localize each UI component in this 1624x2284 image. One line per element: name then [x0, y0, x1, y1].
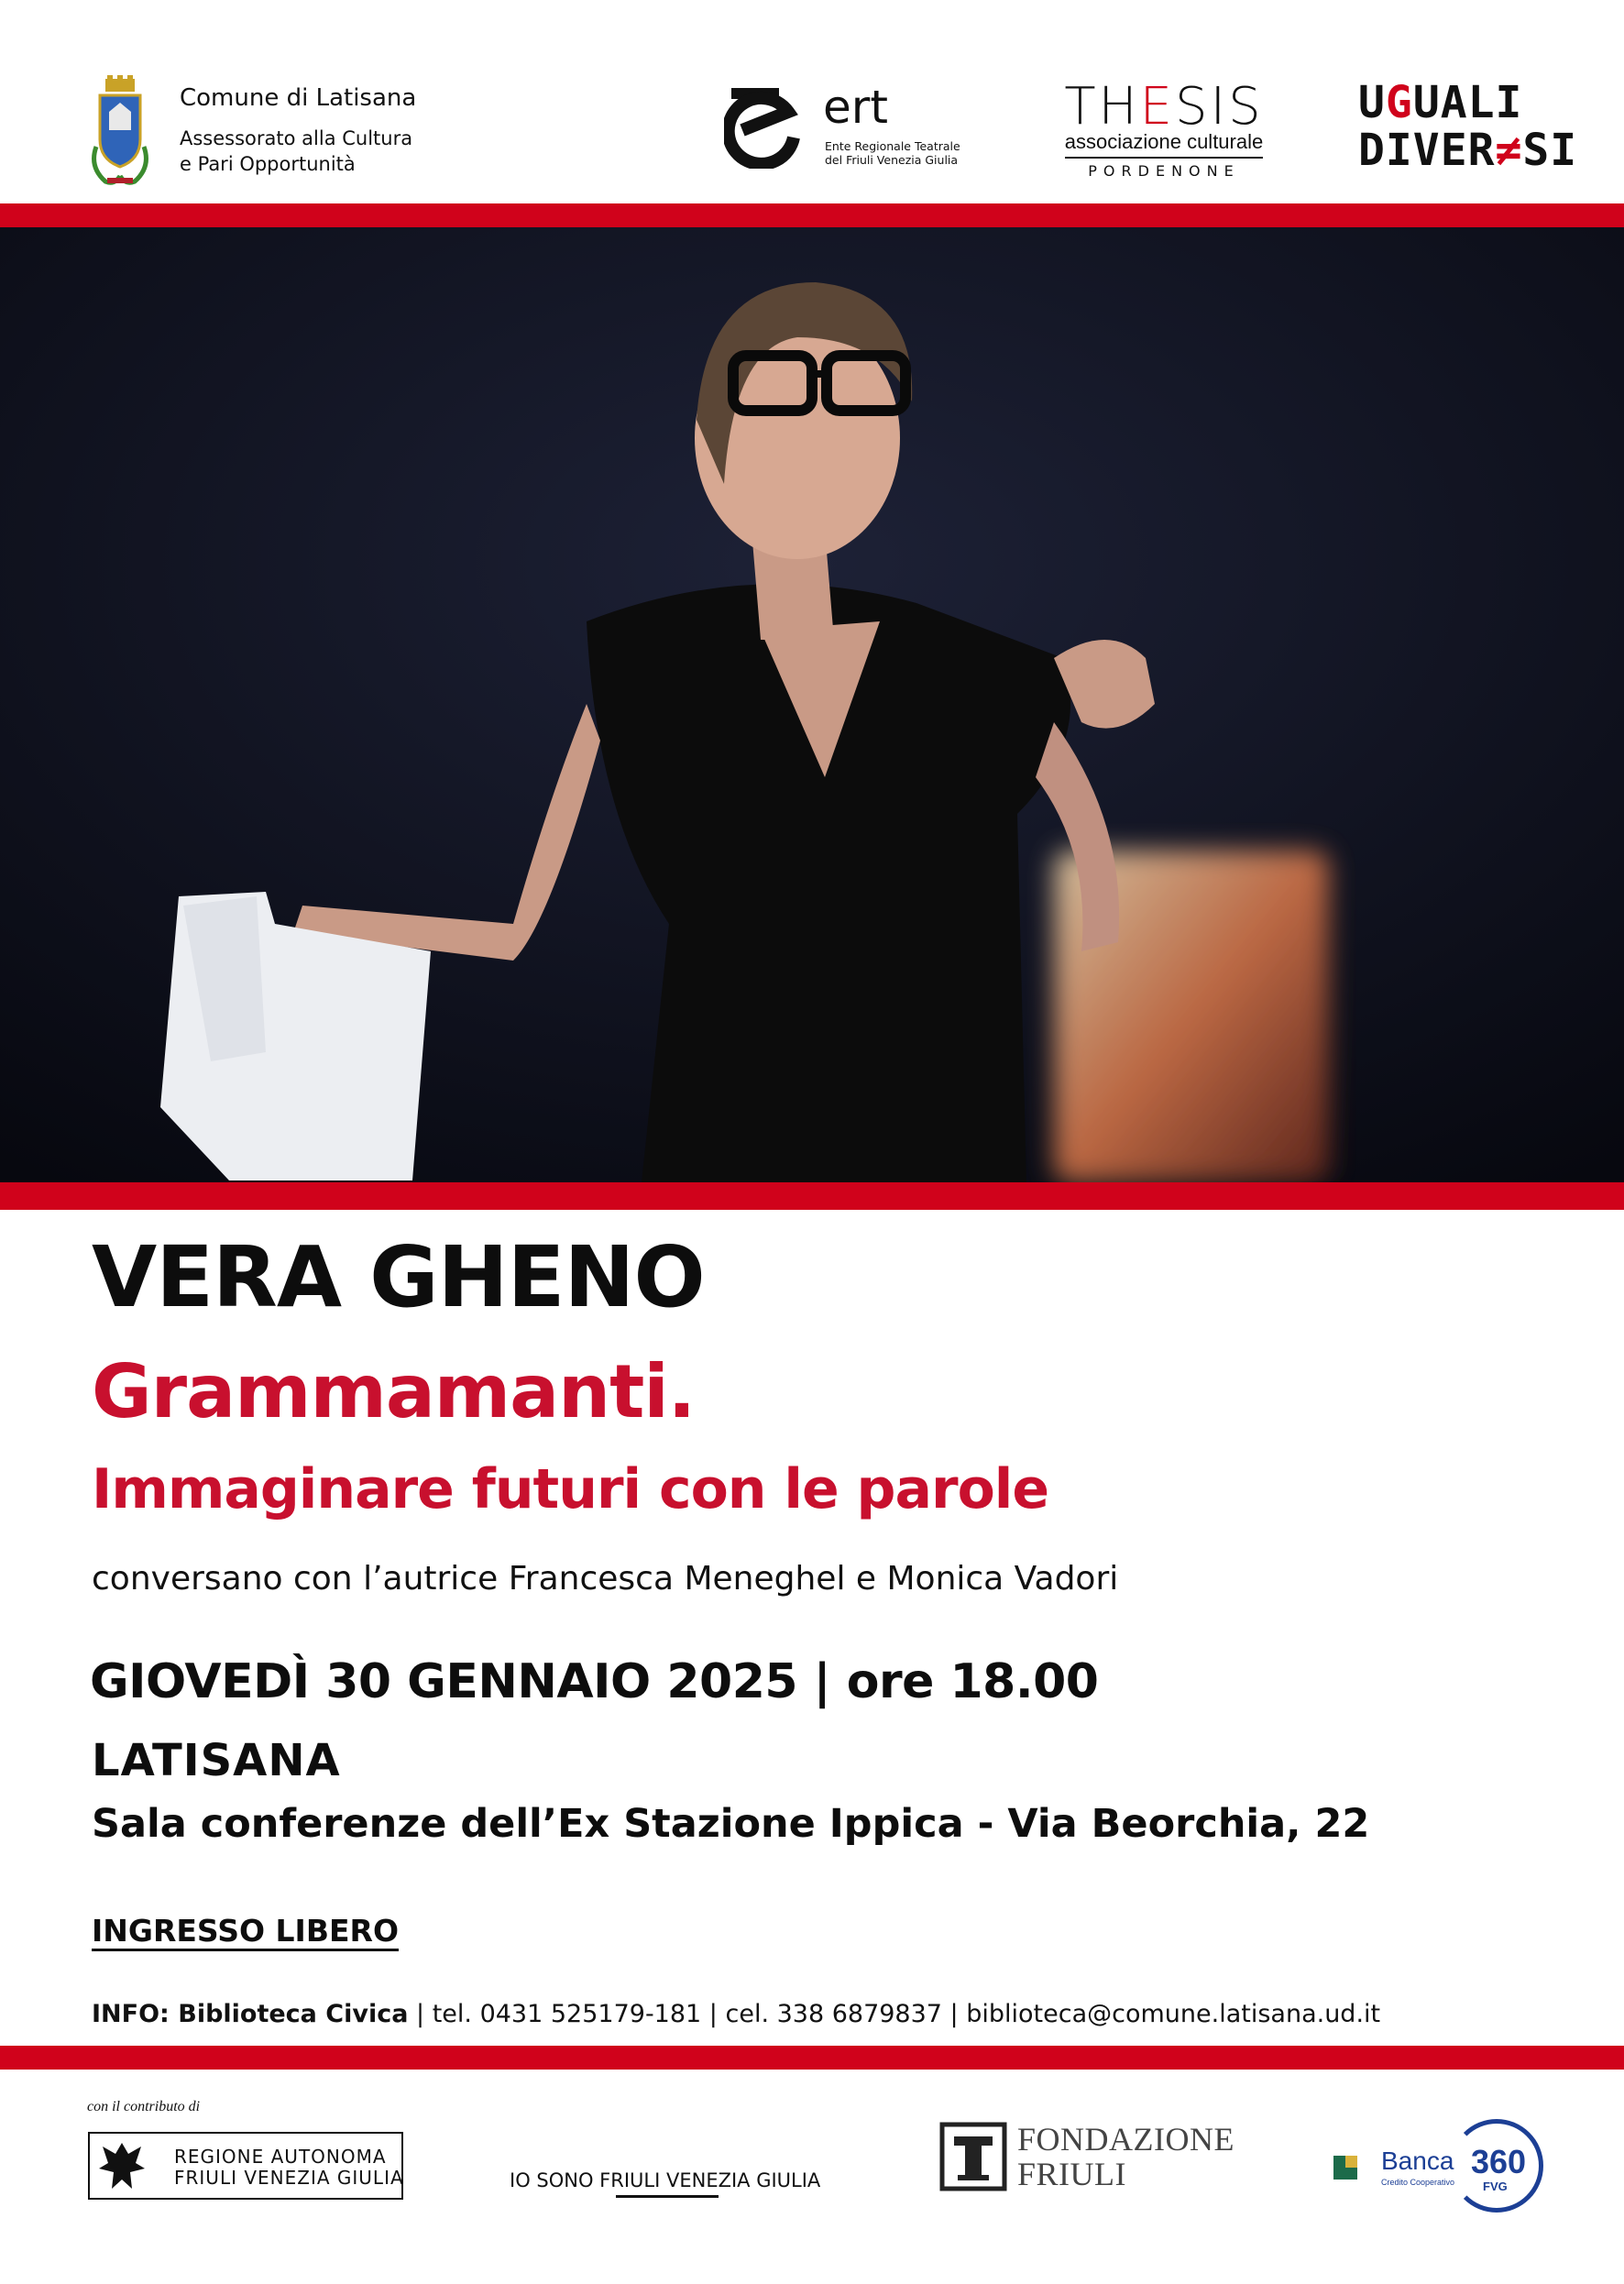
ert-logo-icon — [724, 84, 801, 169]
comune-subtitle — [180, 126, 412, 177]
event-venue: Sala conferenze dell’Ex Stazione Ippica - Via Beorchia, 22 — [92, 1801, 1370, 1847]
event-guests: conversano con l’autrice Francesca Meneghel e Monica Vadori — [92, 1560, 1119, 1598]
io-sono-underline — [616, 2195, 719, 2198]
ert-sub-line-1: Ente Regionale Teatrale — [825, 139, 960, 153]
io-sono-fvg-logo: IO SONO FRIULI VENEZIA GIULIA — [510, 2169, 821, 2191]
uguali-diversi-logo — [1358, 79, 1577, 174]
fondazione-line-2: FRIULI — [1017, 2156, 1126, 2192]
thesis-divider — [1065, 157, 1263, 159]
speaker-name: VERA GHENO — [92, 1228, 705, 1326]
event-title: Grammamanti. — [92, 1349, 696, 1434]
speaker-photo — [0, 227, 1624, 1182]
thesis-part-e: E — [1139, 77, 1176, 137]
ert-wordmark: ert — [823, 81, 888, 134]
regione-line-1: REGIONE AUTONOMA — [174, 2146, 387, 2168]
eagle-icon — [95, 2137, 148, 2194]
event-city: LATISANA — [92, 1735, 341, 1786]
comune-sub-line-1: Assessorato alla Cultura — [180, 127, 413, 149]
uguali-l1d: ALI — [1440, 77, 1523, 128]
info-line — [92, 2000, 1380, 2028]
ert-sub-line-2: del Friuli Venezia Giulia — [825, 153, 959, 167]
uguali-l2a: DIVER — [1358, 125, 1496, 176]
banca-360-number: 360 — [1470, 2143, 1527, 2180]
event-subtitle: Immaginare futuri con le parole — [92, 1457, 1049, 1521]
info-label: INFO: Biblioteca Civica — [92, 2000, 409, 2028]
middle-red-band — [0, 1182, 1624, 1210]
free-entry-label: INGRESSO LIBERO — [92, 1913, 399, 1949]
uguali-line-2 — [1358, 126, 1577, 174]
event-date: GIOVEDÌ 30 GENNAIO 2025 | ore 18.00 — [90, 1654, 1099, 1709]
banca-fvg-label: FVG — [1483, 2180, 1508, 2193]
uguali-l1c: U — [1412, 77, 1441, 128]
banca-square-icon — [1333, 2156, 1357, 2180]
bottom-red-band — [0, 2046, 1624, 2070]
comune-crest-icon — [87, 75, 153, 191]
thesis-subtitle: associazione culturale — [1064, 130, 1264, 153]
thesis-part-b: SIS — [1175, 77, 1264, 137]
contribution-label: con il contributo di — [87, 2099, 201, 2114]
banca-subtitle: Credito Cooperativo — [1381, 2178, 1455, 2187]
thesis-city: PORDENONE — [1088, 162, 1240, 180]
uguali-l1b: G — [1385, 77, 1413, 128]
banca-wordmark: Banca — [1381, 2147, 1454, 2175]
uguali-l1a: U — [1358, 77, 1386, 128]
comune-sub-line-2: e Pari Opportunità — [180, 153, 356, 175]
info-contacts: | tel. 0431 525179-181 | cel. 338 6879837 | biblioteca@comune.latisana.ud.it — [408, 2000, 1381, 2028]
uguali-line-1 — [1358, 79, 1577, 126]
uguali-l2b: ≠ — [1495, 125, 1523, 176]
comune-name: Comune di Latisana — [180, 84, 417, 112]
fondazione-friuli-icon — [939, 2122, 1007, 2191]
thesis-part-a: TH — [1064, 77, 1140, 137]
fondazione-line-1: FONDAZIONE — [1017, 2121, 1234, 2158]
thesis-wordmark — [1061, 77, 1267, 137]
ert-subtitle — [825, 139, 960, 167]
top-red-band — [0, 203, 1624, 227]
uguali-l2c: SI — [1522, 125, 1578, 176]
regione-line-2: FRIULI VENEZIA GIULIA — [174, 2167, 404, 2189]
